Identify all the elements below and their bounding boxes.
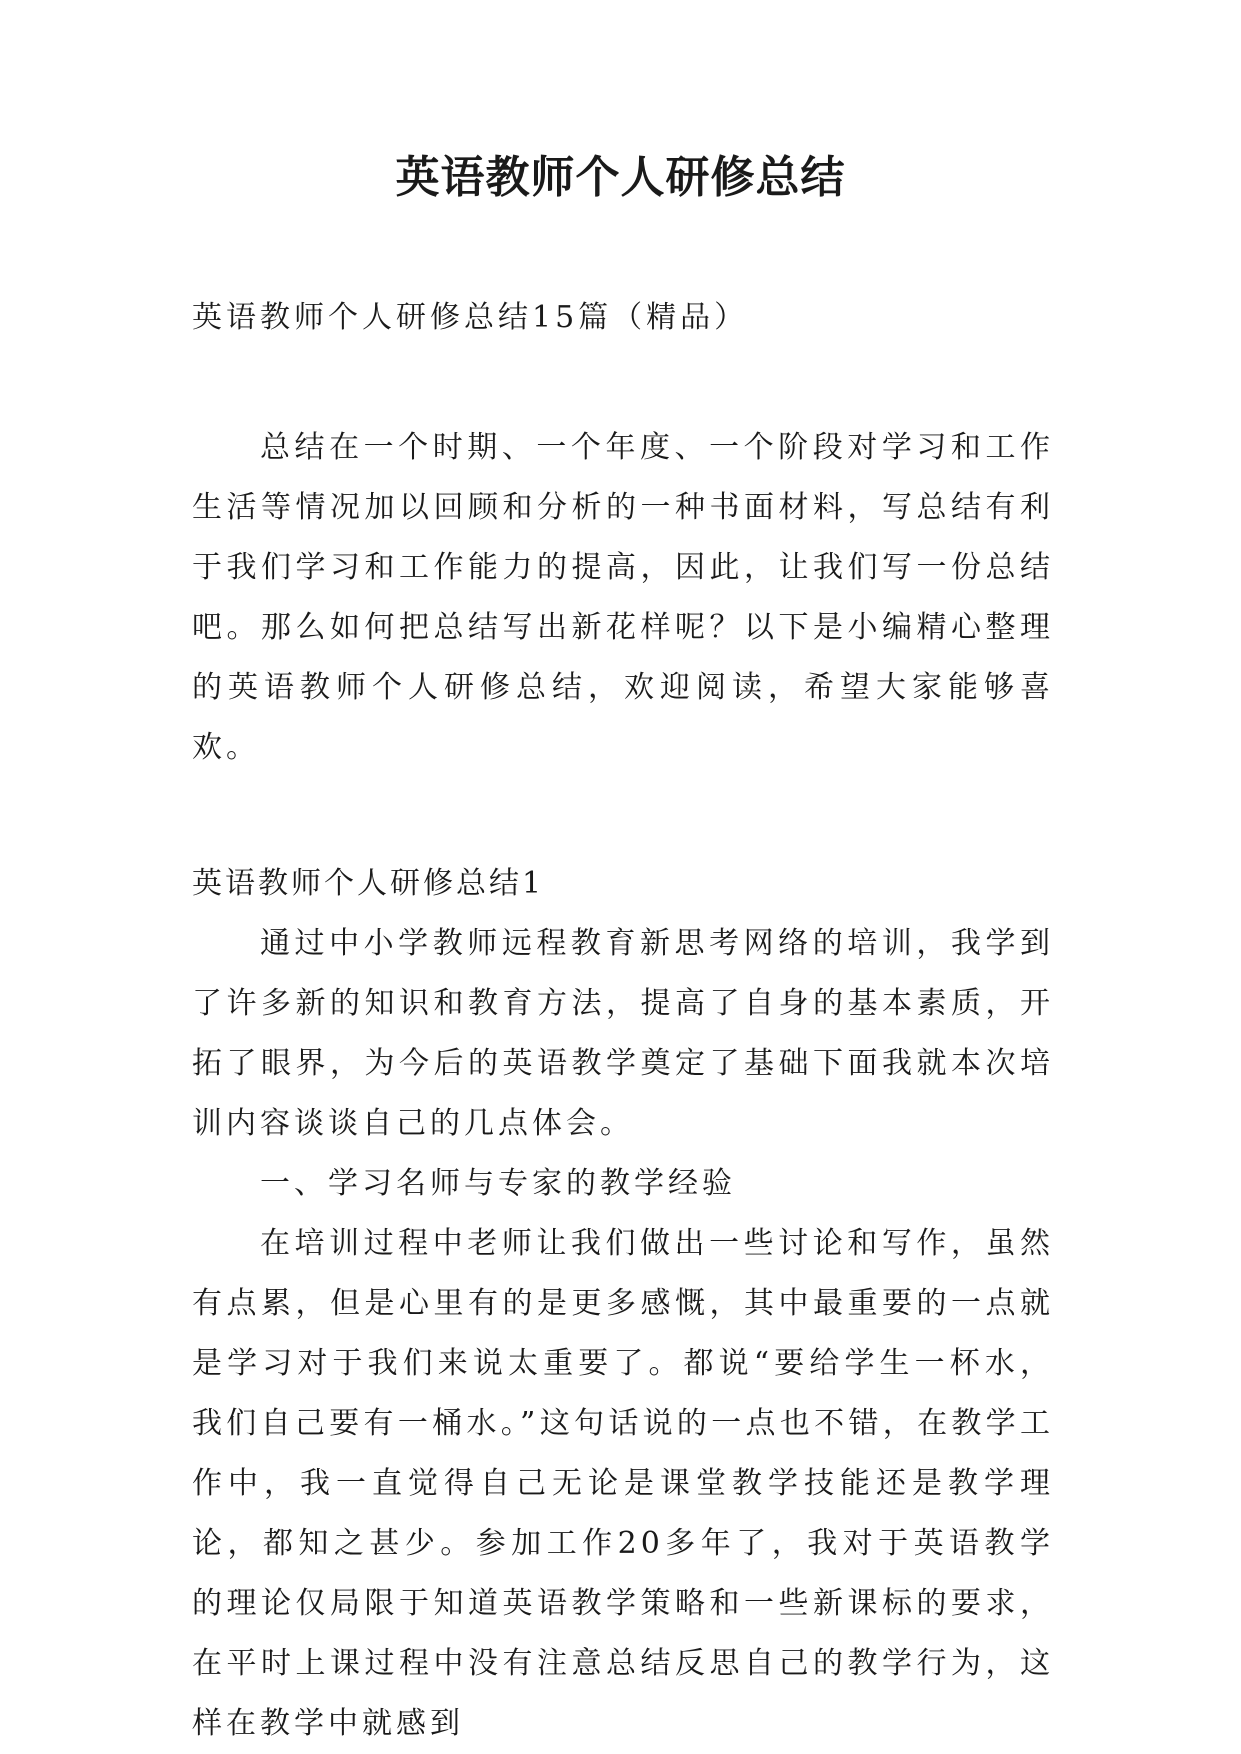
document-title: 英语教师个人研修总结 (395, 152, 846, 203)
subheading-1: 一、学习名师与专家的教学经验 (260, 1166, 736, 1201)
intro-paragraph: 总结在一个时期、一个年度、一个阶段对学习和工作生活等情况加以回顾和分析的一种书面材料，写总结有利于我们学习和工作能力的提高，因此，让我们写一份总结吧。那么如何把总结写出新花样呢？以下是小编精心整理的英语教师个人研修总结，欢迎阅读，希望大家能够喜欢。 (192, 430, 1054, 765)
body-paragraph-1: 通过中小学教师远程教育新思考网络的培训，我学到了许多新的知识和教育方法，提高了自身的基本素质，开拓了眼界，为今后的英语教学奠定了基础下面我就本次培训内容谈谈自己的几点体会。 (192, 926, 1054, 1141)
section-heading: 英语教师个人研修总结1 (192, 866, 545, 901)
document-body (192, 288, 1054, 1754)
body-paragraph-2: 在培训过程中老师让我们做出一些讨论和写作，虽然有点累，但是心里有的是更多感慨，其中最重要的一点就是学习对于我们来说太重要了。都说“要给学生一杯水，我们自己要有一桶水。”这句话说的一点也不错，在教学工作中，我一直觉得自己无论是课堂教学技能还是教学理论，都知之甚少。参加工作20多年了，我对于英语教学的理论仅局限于知道英语教学策略和一些新课标的要求，在平时上课过程中没有注意总结反思自己的教学行为，这样在教学中就感到 (192, 1226, 1054, 1741)
document-subtitle: 英语教师个人研修总结15篇（精品） (192, 300, 749, 335)
